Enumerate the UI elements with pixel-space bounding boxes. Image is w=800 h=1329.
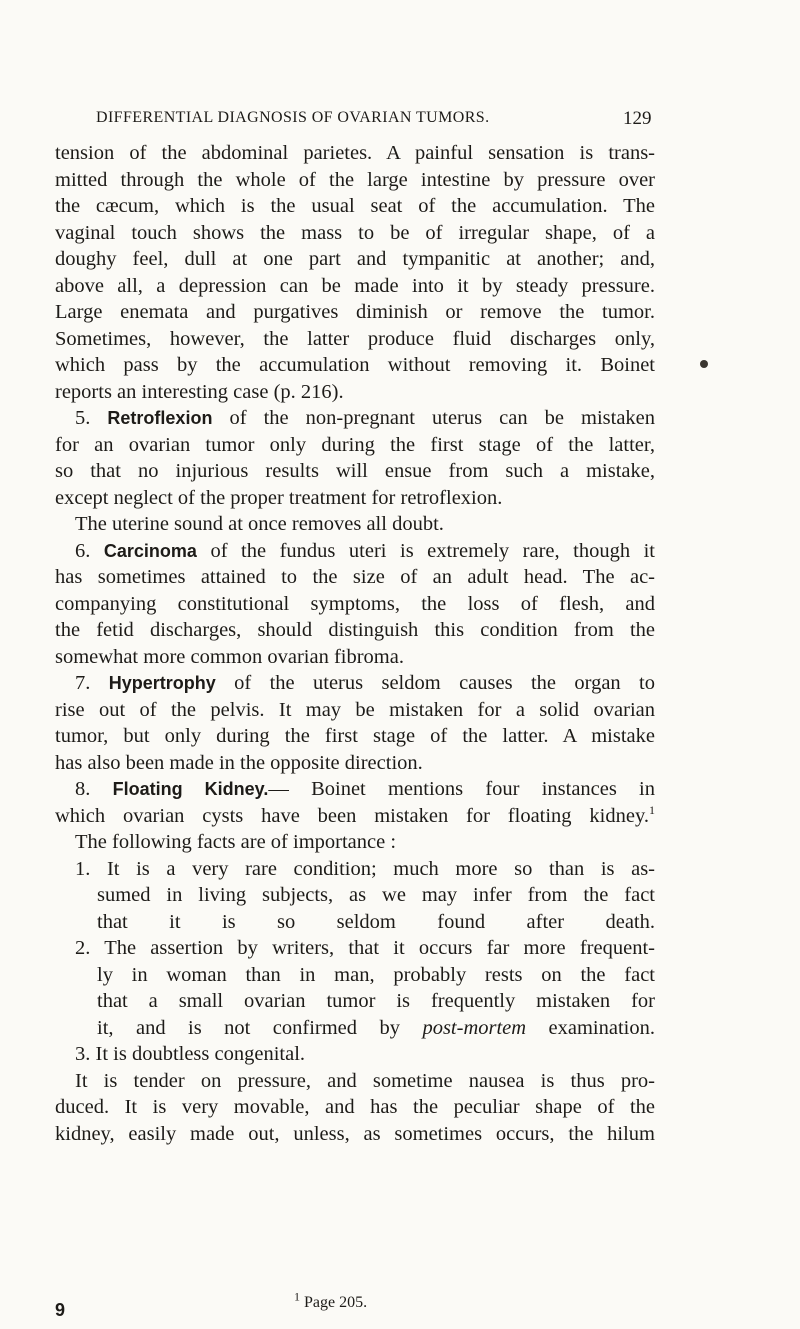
text-line: The following facts are of importance : [75,831,397,853]
paragraph-hypertrophy [55,670,655,776]
facts-list [55,856,655,1068]
text-line: so that no injurious results will ensue from such a mistake, [55,460,655,482]
text-line: kidney, easily made out, unless, as sometimes occurs, the hilum [55,1122,655,1145]
text-line: sumed in living subjects, as we may infer from the fact [97,884,655,906]
footnote-ref: 1 [649,802,655,817]
text-line: which pass by the accumulation without removing it. Boinet [55,354,655,376]
text-line: The uterine sound at once removes all doubt. [75,513,444,535]
text-line: reports an interesting case (p. 216). [55,380,344,403]
text-line: has sometimes attained to the size of an adult head. The ac- [55,566,655,588]
text-line: which ovarian cysts have been mistaken for floating kidney.$^1$ [55,802,655,827]
numbered-fact: 3. It is doubtless congenital. [75,1043,306,1065]
text-line: the cæcum, which is the usual seat of the accumulation. The [55,195,655,217]
text-line: that a small ovarian tumor is frequently mistaken for [97,990,655,1012]
text-line: duced. It is very movable, and has the peculiar shape of the [55,1096,655,1118]
text-line: vaginal touch shows the mass to be of irregular shape, of a [55,221,655,244]
text-line: the fetid discharges, should distinguish this condition from the [55,619,655,641]
text-line: mitted through the whole of the large intestine by pressure over [55,168,655,191]
section-heading: Floating Kidney. [112,779,269,799]
text-line: 5. Retroflexion of the non-pregnant uterus can be mistaken [75,407,656,429]
text-line: has also been made in the opposite direction. [55,751,423,774]
footnote: $^1$ Page 205. [294,1289,368,1311]
paragraph-floating-kidney [55,776,655,856]
text-line: ly in woman than in man, probably rests on the fact [97,963,655,986]
body-text [55,140,655,1147]
text-line: somewhat more common ovarian fibroma. [55,645,404,668]
text-line: for an ovarian tumor only during the first stage of the latter, [55,433,655,456]
running-header [96,109,696,133]
text-line: that it is so seldom found after death. [97,910,655,933]
text-line: doughy feel, dull at one part and tympanitic at another; and, [55,248,655,270]
opening-paragraph [55,140,655,405]
paragraph-carcinoma [55,538,655,671]
text-line: above all, a depression can be made into it by steady pressure. [55,274,655,297]
numbered-fact: 2. The assertion by writers, that it occurs far more frequent- [75,937,655,959]
paragraph-retroflexion [55,405,655,538]
text-line: tension of the abdominal parietes. A painful sensation is trans- [55,142,655,164]
text-line: companying constitutional symptoms, the loss of flesh, and [55,592,655,615]
text-line: rise out of the pelvis. It may be mistaken for a solid ovarian [55,698,655,721]
margin-ink-mark [700,360,708,368]
text-line: it, and is not confirmed by post-mortem examination. [97,1016,655,1039]
section-heading: Retroflexion [107,408,213,428]
text-line: It is tender on pressure, and sometime nausea is thus pro- [75,1069,655,1092]
text-line: Sometimes, however, the latter produce fluid discharges only, [55,327,655,350]
text-line: tumor, but only during the first stage of the latter. A mistake [55,725,655,747]
text-line: Large enemata and purgatives diminish or remove the tumor. [55,301,655,323]
page-number: 129 [623,108,652,129]
running-title: DIFFERENTIAL DIAGNOSIS OF OVARIAN TUMORS. [96,109,490,126]
closing-paragraph [55,1068,655,1148]
numbered-fact: 1. It is a very rare condition; much more so than is as- [75,857,656,880]
text-line: except neglect of the proper treatment for retroflexion. [55,486,503,509]
section-heading: Carcinoma [103,540,197,561]
text-line: 6. Carcinoma of the fundus uteri is extremely rare, though it [75,539,655,562]
signature-mark: 9 [55,1300,66,1320]
text-line: 7. Hypertrophy of the uterus seldom causes the organ to [75,672,655,694]
section-heading: Hypertrophy [108,673,216,693]
text-line: 8. Floating Kidney.— Boinet mentions four instances in [75,778,655,800]
